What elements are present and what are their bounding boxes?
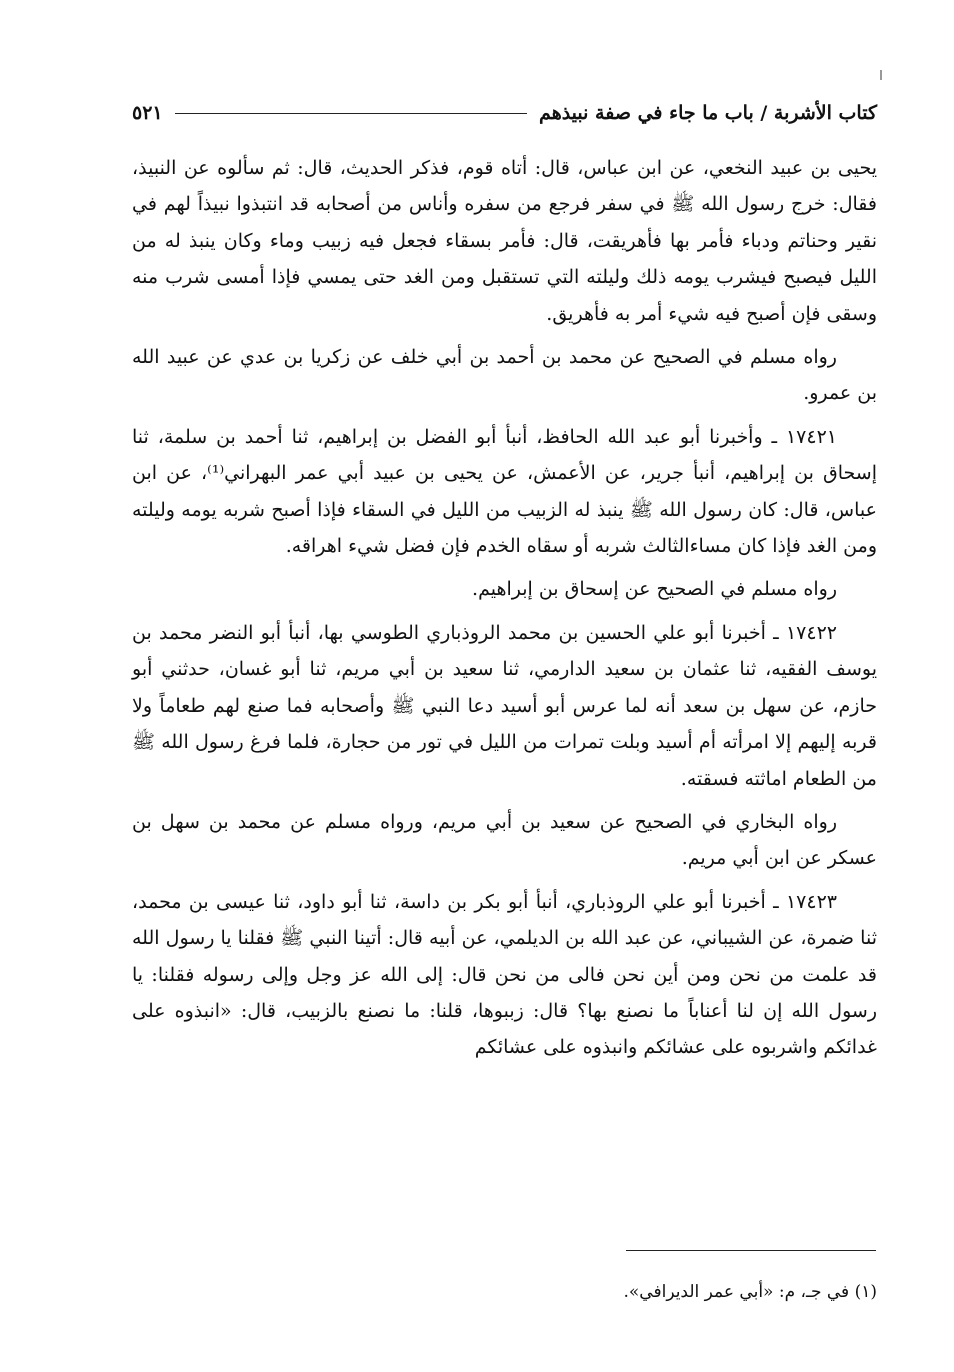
header-rule bbox=[175, 113, 527, 114]
footnote-rule bbox=[626, 1250, 876, 1251]
paragraph: ١٧٤٢١ ـ وأخبرنا أبو عبد الله الحافظ، أنبأ أبو الفضل بن إبراهيم، ثنا أحمد بن سلمة، ثنا إسحاق بن إبراهيم، أنبأ جرير، عن الأعمش، عن يحيى بن عبيد أبي عمر البهراني⁽¹⁾، عن ابن عباس، قال: كان رسول الله ﷺ ينبذ له الزبيب من الليل في السقاء فإذا أصبح شربه يومه وليلته ومن الغد فإذا كان مساءالثالث شربه أو سقاه الخدم فإن فضل شيء اهراقه. bbox=[132, 425, 877, 558]
paragraph: رواه مسلم في الصحيح عن إسحاق بن إبراهيم. bbox=[472, 578, 837, 601]
scan-mark bbox=[880, 70, 882, 80]
paragraph: ١٧٤٢٣ ـ أخبرنا أبو علي الروذباري، أنبأ أبو بكر بن داسة، ثنا أبو داود، ثنا عيسى بن محمد، ثنا ضمرة، عن الشيباني، عن عبد الله بن الديلمي، عن أبيه قال: أتينا النبي ﷺ فقلنا يا رسول الله قد علمت من نحن ومن أين نحن فالى من نحن قال: إلى الله عز وجل وإلى رسوله فقلنا: يا رسول الله إن لنا أعناباً ما نصنع بها؟ قال: زببوها، قلنا: ما نصنع بالزبيب، قال: «انبذوه على غدائكم واشربوه على عشائكم وانبذوه على عشائكم bbox=[132, 890, 877, 1059]
running-header bbox=[132, 96, 877, 130]
paragraph: رواه البخاري في الصحيح عن سعيد بن أبي مريم، ورواه مسلم عن محمد بن سهل بن عسكر عن ابن أبي مريم. bbox=[132, 810, 877, 870]
header-title: كتاب الأشربة / باب ما جاء في صفة نبيذهم bbox=[539, 102, 877, 124]
main-text bbox=[132, 150, 877, 1073]
paragraph: ١٧٤٢٢ ـ أخبرنا أبو علي الحسين بن محمد الروذباري الطوسي بها، أنبأ أبو النضر محمد بن يوسف الفقيه، ثنا عثمان بن سعيد الدارمي، ثنا سعيد بن أبي مريم، ثنا أبو غسان، حدثني أبو حازم، عن سهل بن سعد أنه لما عرس أبو أسيد دعا النبي ﷺ وأصحابه فما صنع لهم طعاماً ولا قربه إليهم إلا امرأته أم أسيد وبلت تمرات من الليل في تور من حجارة، فلما فرغ رسول الله ﷺ من الطعام اماثته فسقته. bbox=[132, 621, 877, 790]
paragraph: يحيى بن عبيد النخعي، عن ابن عباس، قال: أتاه قوم، فذكر الحديث، قال: ثم سألوه عن النبيذ، فقال: خرج رسول الله ﷺ في سفر فرجع من سفره وأناس من أصحابه قد انتبذوا نبيذاً لهم في نقير وحناتم ودباء فأمر بها فأهريقت، قال: فأمر بسقاء فجعل فيه زبيب وماء وكان ينبذ له من الليل فيصبح فيشرب يومه ذلك وليلته التي تستقبل ومن الغد حتى يمسي فإذا أمسى شرب منه وسقى فإن أصبح فيه شيء أمر به فأهريق. bbox=[132, 157, 877, 325]
page-number: ٥٢١ bbox=[132, 102, 163, 124]
paragraph: رواه مسلم في الصحيح عن محمد بن أحمد بن أبي خلف عن زكريا بن عدي عن عبيد الله بن عمرو. bbox=[132, 346, 877, 405]
footnote: (١) في جـ، م: «أبي عمر الديرافي». bbox=[623, 1282, 877, 1302]
